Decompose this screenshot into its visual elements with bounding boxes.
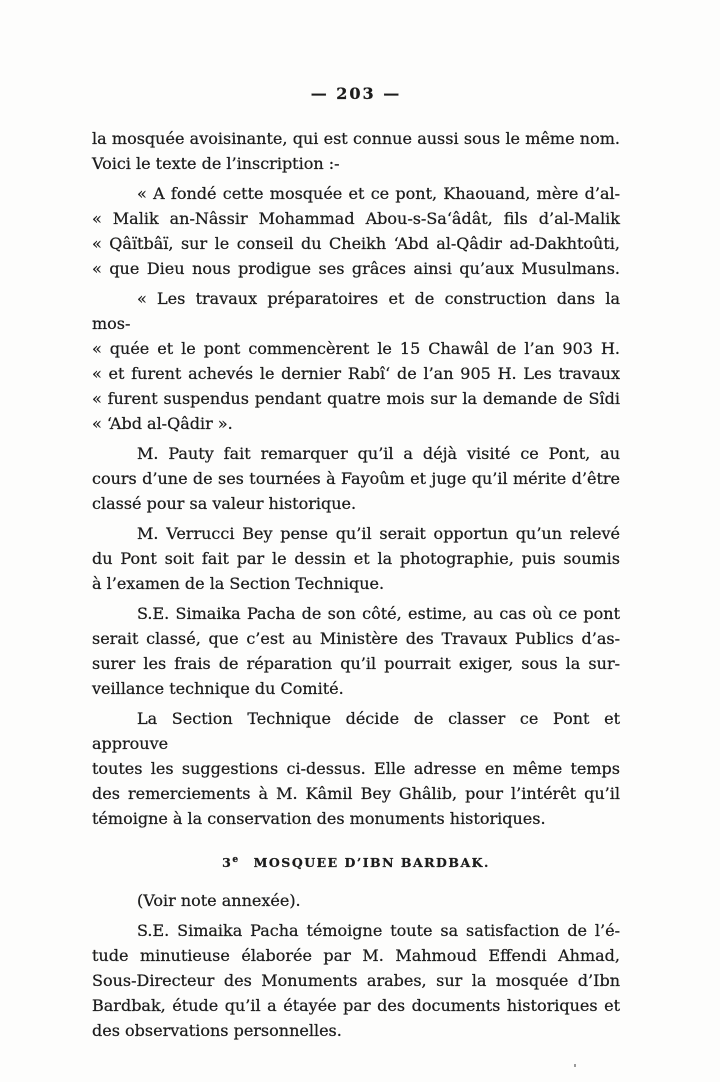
text-line: S.E. Simaika Pacha de son côté, estime, au cas où ce pont [137, 604, 620, 623]
text-line: La Section Technique décide de classer ce Pont et approuve [92, 709, 620, 753]
text-line: classé pour sa valeur historique. [92, 494, 357, 513]
text-line: « quée et le pont commencèrent le 15 Chawâl de l’an 903 H. [92, 339, 620, 358]
paragraph-intro [92, 126, 620, 176]
text-line: toutes les suggestions ci-dessus. Elle adresse en même temps [92, 759, 620, 778]
paragraph-simaika-pont [92, 601, 620, 701]
text-line: « Qâïtbâï, sur le conseil du Cheikh ‘Abd al-Qâdir ad-Dakhtoûti, [92, 234, 620, 253]
text-line: « Les travaux préparatoires et de construction dans la mos- [92, 289, 620, 333]
text-block [92, 126, 620, 1048]
text-line: « que Dieu nous prodigue ses grâces ainsi qu’aux Musulmans. [92, 259, 620, 278]
text-line: tude minutieuse élaborée par M. Mahmoud Effendi Ahmad, [92, 946, 620, 966]
paragraph-inscription-2 [92, 286, 620, 436]
page-number: — 203 — [310, 84, 402, 103]
text-line: Bardbak, étude qu’il a étayée par des documents historiques et [92, 996, 620, 1016]
paragraph-inscription-1 [92, 181, 620, 281]
text-line: surer les frais de réparation qu’il pourrait exiger, sous la sur- [92, 654, 620, 673]
text-line: la mosquée avoisinante, qui est connue aussi sous le même nom. [92, 129, 620, 148]
text-line: (Voir note annexée). [137, 891, 301, 911]
text-line: S.E. Simaika Pacha témoigne toute sa satisfaction de l’é- [137, 921, 620, 941]
text-line: « furent suspendus pendant quatre mois sur la demande de Sîdi [92, 389, 620, 408]
text-line: témoigne à la conservation des monuments historiques. [92, 809, 546, 828]
text-line: Sous-Directeur des Monuments arabes, sur la mosquée d’Ibn [92, 971, 620, 991]
text-line: des remerciements à M. Kâmil Bey Ghâlib, pour l’intérêt qu’il [92, 784, 620, 803]
text-line: veillance technique du Comité. [92, 679, 344, 698]
text-line: Voici le texte de l’inscription :- [92, 154, 340, 173]
text-line: « ‘Abd al-Qâdir ». [92, 414, 233, 433]
section-heading-ibn-bardbak [92, 850, 620, 873]
text-line: à l’examen de la Section Technique. [92, 574, 385, 593]
text-line: « et furent achevés le dernier Rabî‘ de l’an 905 H. Les travaux [92, 364, 620, 383]
text-line: du Pont soit fait par le dessin et la photographie, puis soumis [92, 549, 620, 568]
paragraph-simaika-etude [92, 918, 620, 1043]
text-line: « Malik an-Nâssir Mohammad Abou-s-Sa‘âdât, fils d’al-Malik [92, 209, 620, 228]
text-line: cours d’une de ses tournées à Fayoûm et juge qu’il mérite d’être [92, 469, 620, 488]
paragraph-section-technique [92, 706, 620, 831]
heading-ordinal: 3 [222, 855, 233, 871]
text-line: M. Verrucci Bey pense qu’il serait opportun qu’un relevé [137, 524, 620, 543]
heading-title: MOSQUEE D’IBN BARDBAK. [253, 855, 490, 871]
heading-ordinal-suffix: e [232, 855, 240, 865]
text-line: « A fondé cette mosquée et ce pont, Khaouand, mère d’al- [137, 184, 620, 203]
text-line: des observations personnelles. [92, 1021, 342, 1041]
paragraph-pauty [92, 441, 620, 516]
scan-artifact-speck [574, 1064, 576, 1067]
paragraph-voir-note [92, 888, 620, 913]
paragraph-verrucci [92, 521, 620, 596]
text-line: M. Pauty fait remarquer qu’il a déjà visité ce Pont, au [137, 444, 620, 463]
text-line: serait classé, que c’est au Ministère des Travaux Publics d’as- [92, 629, 620, 648]
